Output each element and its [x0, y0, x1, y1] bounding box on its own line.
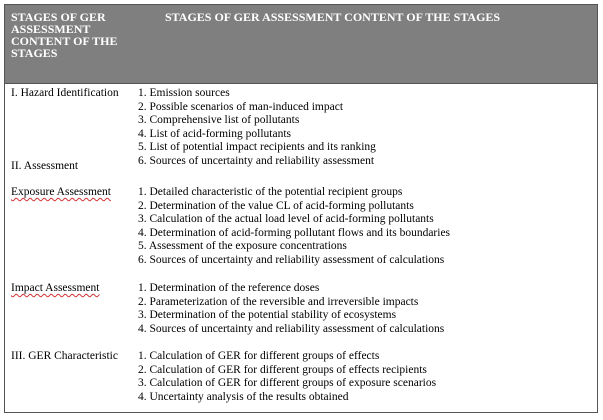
list-item: 1. Detailed characteristic of the potential recipient groups — [138, 186, 403, 198]
list-item: 5. Assessment of the exposure concentrations — [138, 240, 347, 253]
stage-content-list — [138, 87, 593, 169]
list-item: 3. Calculation of GER for different groups of exposure scenarios — [138, 377, 437, 390]
list-item: 4. Determination of acid-forming pollutant flows and its boundaries — [138, 226, 451, 239]
list-item: 6. Sources of uncertainty and reliability assessment of calculations — [138, 253, 445, 266]
stage-label: I. Hazard Identification — [11, 87, 119, 99]
list-item: 2. Possible scenarios of man-induced impact — [138, 100, 344, 113]
list-item: 5. List of potential impact recipients and its ranking — [138, 141, 376, 154]
stage-label: II. Assessment — [11, 160, 79, 172]
list-item: 1. Determination of the reference doses — [138, 282, 320, 294]
stage-label — [11, 350, 118, 364]
stage-content-list — [138, 186, 593, 268]
header-left-label: STAGES OF GER ASSESSMENT CONTENT OF THE STAGES — [11, 10, 118, 60]
stage-label: Impact Assessment — [11, 282, 100, 294]
list-item: 3. Determination of the potential stability of ecosystems — [138, 309, 397, 322]
list-item: 1. Emission sources — [138, 87, 230, 99]
stage-content-list — [138, 350, 593, 404]
list-item: 6. Sources of uncertainty and reliability assessment — [138, 154, 375, 167]
list-item: 2. Calculation of GER for different groups of effects recipients — [138, 363, 427, 376]
list-item: 4. Uncertainty analysis of the results obtained — [138, 390, 349, 403]
list-item: 3. Comprehensive list of pollutants — [138, 114, 300, 127]
stage-content-list — [138, 282, 593, 336]
header-right-label: STAGES OF GER ASSESSMENT CONTENT OF THE STAGES — [165, 10, 501, 24]
table-header — [5, 5, 597, 84]
list-item: 4. Sources of uncertainty and reliability assessment of calculations — [138, 322, 445, 335]
list-item: 4. List of acid-forming pollutants — [138, 127, 291, 140]
list-item: 1. Calculation of GER for different groups of effects — [138, 350, 380, 362]
list-item: 2. Determination of the value CL of acid-forming pollutants — [138, 199, 414, 212]
list-item: 3. Calculation of the actual load level of acid-forming pollutants — [138, 213, 434, 226]
list-item: 2. Parameterization of the reversible and irreversible impacts — [138, 295, 419, 308]
stage-label-text: III. GER Characteristic — [11, 350, 118, 362]
stages-table — [4, 4, 598, 413]
stage-label: Exposure Assessment — [11, 186, 111, 198]
